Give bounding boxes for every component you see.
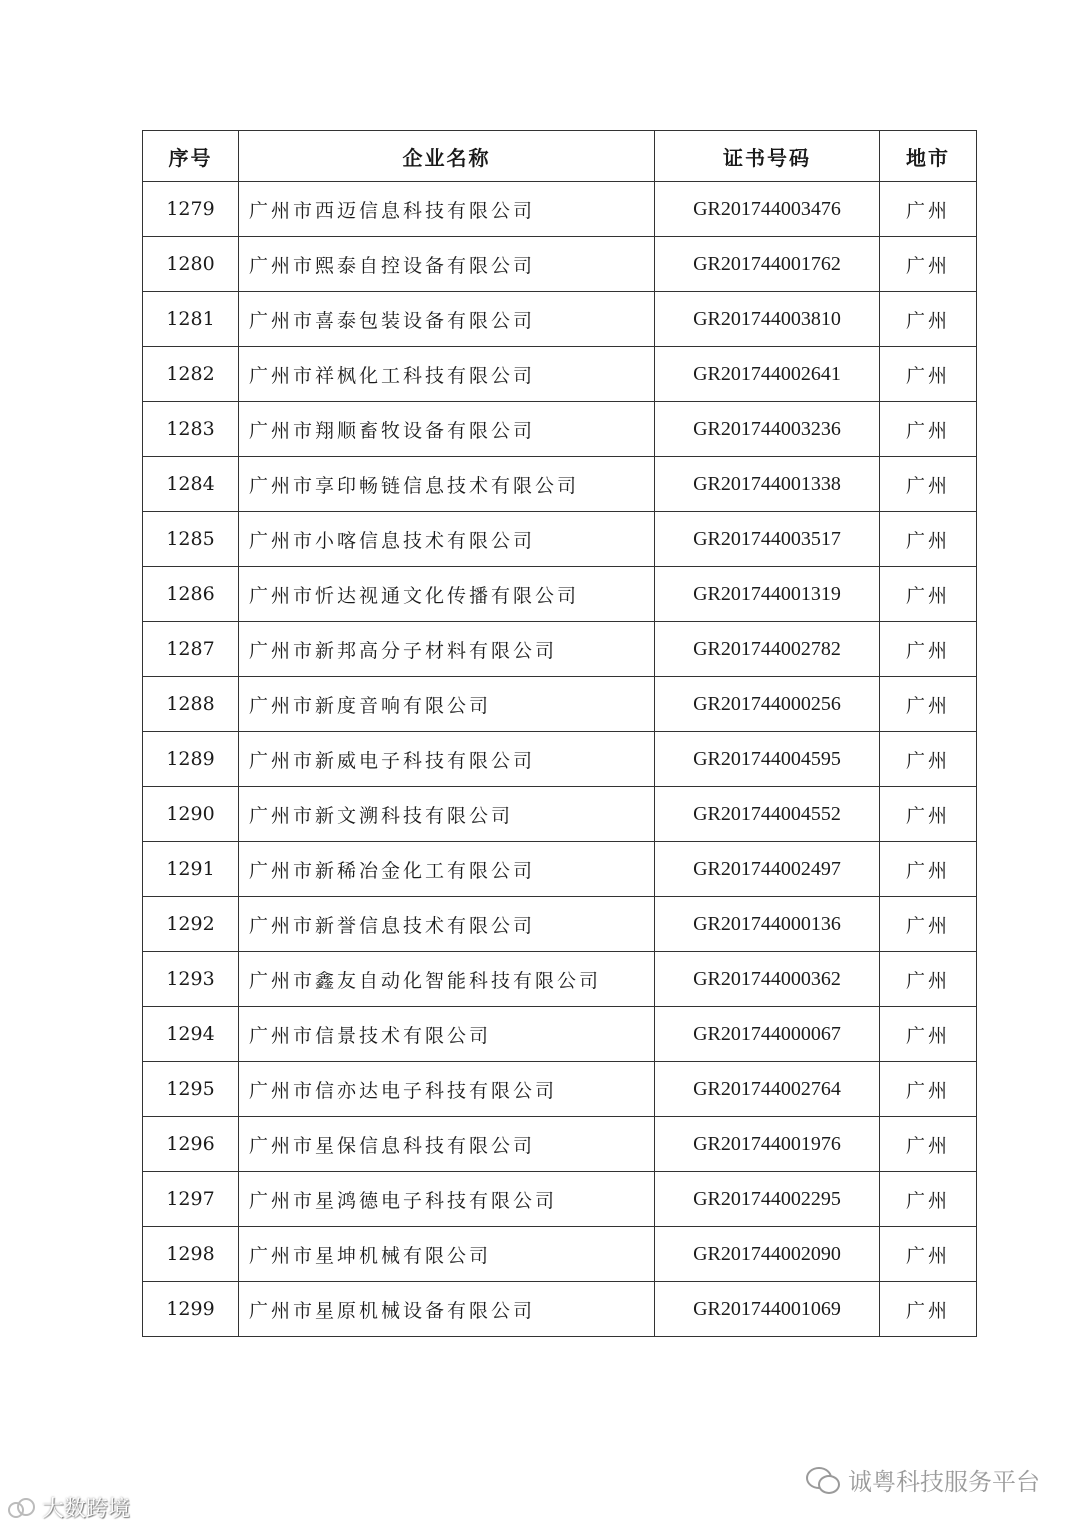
table-row [143, 567, 977, 622]
cell-certificate-number: GR201744001762 [655, 237, 880, 292]
cell-serial-number: 1290 [143, 787, 239, 842]
cell-city: 广州 [880, 1172, 977, 1227]
cell-city: 广州 [880, 182, 977, 237]
cell-certificate-number: GR201744001319 [655, 567, 880, 622]
cell-serial-number: 1288 [143, 677, 239, 732]
cell-certificate-number: GR201744001069 [655, 1282, 880, 1337]
cell-company-name: 广州市新文溯科技有限公司 [239, 787, 655, 842]
cell-certificate-number: GR201744000362 [655, 952, 880, 1007]
cell-company-name: 广州市鑫友自动化智能科技有限公司 [239, 952, 655, 1007]
cell-company-name: 广州市星原机械设备有限公司 [239, 1282, 655, 1337]
cell-city: 广州 [880, 567, 977, 622]
cell-company-name: 广州市喜泰包装设备有限公司 [239, 292, 655, 347]
cell-serial-number: 1291 [143, 842, 239, 897]
cell-company-name: 广州市享印畅链信息技术有限公司 [239, 457, 655, 512]
wechat-watermark [806, 1462, 1040, 1497]
cell-certificate-number: GR201744001338 [655, 457, 880, 512]
cell-city: 广州 [880, 347, 977, 402]
table-row [143, 842, 977, 897]
cell-certificate-number: GR201744004552 [655, 787, 880, 842]
header-serial-number: 序号 [143, 131, 239, 182]
cell-certificate-number: GR201744002782 [655, 622, 880, 677]
cell-certificate-number: GR201744000067 [655, 1007, 880, 1062]
cell-company-name: 广州市西迈信息科技有限公司 [239, 182, 655, 237]
cell-serial-number: 1280 [143, 237, 239, 292]
header-certificate-number: 证书号码 [655, 131, 880, 182]
table-row [143, 1007, 977, 1062]
cell-city: 广州 [880, 732, 977, 787]
cell-serial-number: 1286 [143, 567, 239, 622]
cell-serial-number: 1296 [143, 1117, 239, 1172]
cell-serial-number: 1295 [143, 1062, 239, 1117]
cell-company-name: 广州市星鸿德电子科技有限公司 [239, 1172, 655, 1227]
site-watermark [8, 1492, 130, 1523]
cell-certificate-number: GR201744003476 [655, 182, 880, 237]
table-row [143, 512, 977, 567]
cell-certificate-number: GR201744000136 [655, 897, 880, 952]
table-row [143, 237, 977, 292]
cell-company-name: 广州市信景技术有限公司 [239, 1007, 655, 1062]
table-row [143, 182, 977, 237]
cell-serial-number: 1284 [143, 457, 239, 512]
cell-company-name: 广州市熙泰自控设备有限公司 [239, 237, 655, 292]
cell-city: 广州 [880, 1007, 977, 1062]
table-row [143, 1227, 977, 1282]
table-row [143, 787, 977, 842]
cell-serial-number: 1279 [143, 182, 239, 237]
cell-city: 广州 [880, 402, 977, 457]
cell-certificate-number: GR201744003236 [655, 402, 880, 457]
cell-city: 广州 [880, 1227, 977, 1282]
cell-city: 广州 [880, 292, 977, 347]
table-row [143, 292, 977, 347]
cell-city: 广州 [880, 787, 977, 842]
cell-serial-number: 1299 [143, 1282, 239, 1337]
wechat-icon [806, 1467, 840, 1493]
cell-city: 广州 [880, 1282, 977, 1337]
site-name: 大数跨境 [42, 1497, 131, 1522]
cell-certificate-number: GR201744004595 [655, 732, 880, 787]
cell-serial-number: 1289 [143, 732, 239, 787]
cell-city: 广州 [880, 897, 977, 952]
cell-certificate-number: GR201744002641 [655, 347, 880, 402]
table-row [143, 457, 977, 512]
cell-company-name: 广州市星坤机械有限公司 [239, 1227, 655, 1282]
cell-company-name: 广州市祥枫化工科技有限公司 [239, 347, 655, 402]
cell-certificate-number: GR201744002090 [655, 1227, 880, 1282]
table-row [143, 952, 977, 1007]
cell-certificate-number: GR201744003517 [655, 512, 880, 567]
cell-certificate-number: GR201744002497 [655, 842, 880, 897]
cell-serial-number: 1292 [143, 897, 239, 952]
cell-company-name: 广州市新稀冶金化工有限公司 [239, 842, 655, 897]
cell-serial-number: 1283 [143, 402, 239, 457]
cell-city: 广州 [880, 457, 977, 512]
table-row [143, 1282, 977, 1337]
cell-certificate-number: GR201744001976 [655, 1117, 880, 1172]
cell-company-name: 广州市新誉信息技术有限公司 [239, 897, 655, 952]
cell-company-name: 广州市新威电子科技有限公司 [239, 732, 655, 787]
table-row [143, 1117, 977, 1172]
table-row [143, 622, 977, 677]
cell-company-name: 广州市新邦高分子材料有限公司 [239, 622, 655, 677]
cell-certificate-number: GR201744002764 [655, 1062, 880, 1117]
cell-serial-number: 1298 [143, 1227, 239, 1282]
cell-serial-number: 1285 [143, 512, 239, 567]
table-row [143, 402, 977, 457]
cell-serial-number: 1281 [143, 292, 239, 347]
cell-city: 广州 [880, 842, 977, 897]
cell-company-name: 广州市忻达视通文化传播有限公司 [239, 567, 655, 622]
cell-certificate-number: GR201744000256 [655, 677, 880, 732]
cell-city: 广州 [880, 952, 977, 1007]
cell-company-name: 广州市翔顺畜牧设备有限公司 [239, 402, 655, 457]
cloud-logo-icon [8, 1498, 38, 1518]
cell-city: 广州 [880, 512, 977, 567]
cell-serial-number: 1287 [143, 622, 239, 677]
table-row [143, 1172, 977, 1227]
header-city: 地市 [880, 131, 977, 182]
table-row [143, 732, 977, 787]
table-row [143, 1062, 977, 1117]
cell-serial-number: 1294 [143, 1007, 239, 1062]
cell-company-name: 广州市新度音响有限公司 [239, 677, 655, 732]
cell-company-name: 广州市小喀信息技术有限公司 [239, 512, 655, 567]
table-body [143, 182, 977, 1337]
cell-certificate-number: GR201744002295 [655, 1172, 880, 1227]
table-header-row [143, 131, 977, 182]
cell-city: 广州 [880, 237, 977, 292]
cell-company-name: 广州市信亦达电子科技有限公司 [239, 1062, 655, 1117]
cell-city: 广州 [880, 622, 977, 677]
cell-company-name: 广州市星保信息科技有限公司 [239, 1117, 655, 1172]
cell-serial-number: 1293 [143, 952, 239, 1007]
table-row [143, 677, 977, 732]
table-row [143, 897, 977, 952]
cell-city: 广州 [880, 1117, 977, 1172]
header-company-name: 企业名称 [239, 131, 655, 182]
wechat-account-name: 诚粤科技服务平台 [848, 1468, 1040, 1496]
cell-certificate-number: GR201744003810 [655, 292, 880, 347]
certificate-table [142, 130, 977, 1337]
cell-serial-number: 1297 [143, 1172, 239, 1227]
cell-city: 广州 [880, 677, 977, 732]
cell-city: 广州 [880, 1062, 977, 1117]
cell-serial-number: 1282 [143, 347, 239, 402]
table-row [143, 347, 977, 402]
